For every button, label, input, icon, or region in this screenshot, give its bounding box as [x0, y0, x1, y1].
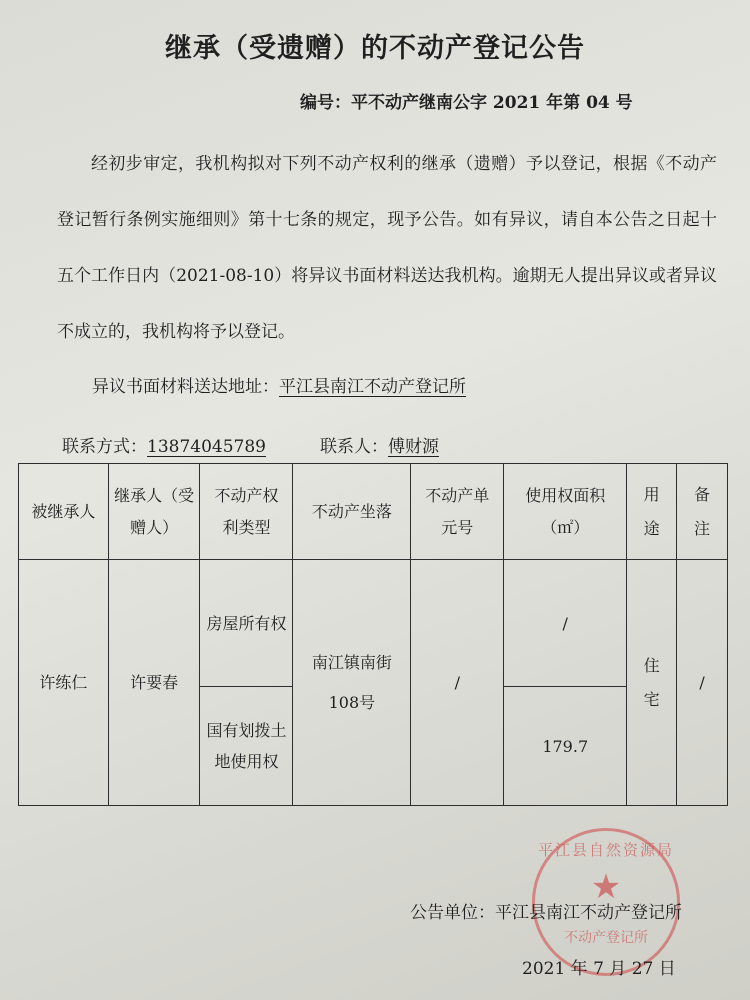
- cell-right-type-1: 房屋所有权: [200, 560, 293, 687]
- header-decedent: 被继承人: [19, 464, 109, 560]
- issuer-line: 公告单位：平江县南江不动产登记所: [410, 903, 682, 923]
- cell-remark: /: [677, 560, 728, 806]
- property-table: [18, 463, 728, 806]
- contact-person-label: 联系人：: [319, 437, 388, 457]
- cell-unit-no: /: [411, 560, 504, 806]
- phone-label: 联系方式：: [62, 437, 147, 457]
- address-value: 平江县南江不动产登记所: [279, 377, 466, 397]
- phone-value: 13874045789: [147, 437, 266, 457]
- notice-title: 继承（受遗赠）的不动产登记公告: [165, 33, 585, 64]
- cell-area-2: 179.7: [504, 687, 627, 806]
- issue-date: 2021 年 7 月 27 日: [522, 959, 676, 979]
- seal-star-icon: ★: [590, 867, 622, 907]
- contact-person-value: 傅财源: [387, 437, 439, 457]
- header-unit-no: 不动产单元号: [411, 464, 504, 560]
- seal-inner-text: 不动产登记所: [564, 930, 648, 946]
- header-usage: 用途: [627, 464, 677, 560]
- header-right-type: 不动产权利类型: [200, 464, 293, 560]
- cell-right-type-2: 国有划拨土地使用权: [200, 687, 293, 806]
- table-row: [19, 560, 728, 687]
- address-label: 异议书面材料送达地址：: [92, 377, 279, 397]
- table-header-row: [19, 464, 728, 560]
- document-number: 编号：平不动产继南公字 2021 年第 04 号: [300, 93, 633, 113]
- notice-body: 经初步审定，我机构拟对下列不动产权利的继承（遗赠）予以登记，根据《不动产登记暂行条例实施细则》第十七条的规定，现予公告。如有异议，请自本公告之日起十五个工作日内（2021-08-10）将异议书面材料送达我机构。逾期无人提出异议或者异议不成立的，我机构将予以登记。: [57, 154, 717, 342]
- header-remark: 备注: [677, 464, 728, 560]
- cell-area-1: /: [504, 560, 627, 687]
- header-area: 使用权面积（㎡）: [504, 464, 627, 560]
- header-location: 不动产坐落: [293, 464, 411, 560]
- cell-decedent: 许练仁: [19, 560, 109, 806]
- cell-heir: 许要春: [108, 560, 200, 806]
- header-heir: 继承人（受赠人）: [108, 464, 200, 560]
- contact-line: [62, 432, 439, 457]
- seal-ring-text: 平江县自然资源局: [537, 841, 674, 859]
- objection-address: [92, 372, 466, 397]
- cell-location: 南江镇南街108号: [293, 560, 411, 806]
- cell-usage: 住宅: [627, 560, 677, 806]
